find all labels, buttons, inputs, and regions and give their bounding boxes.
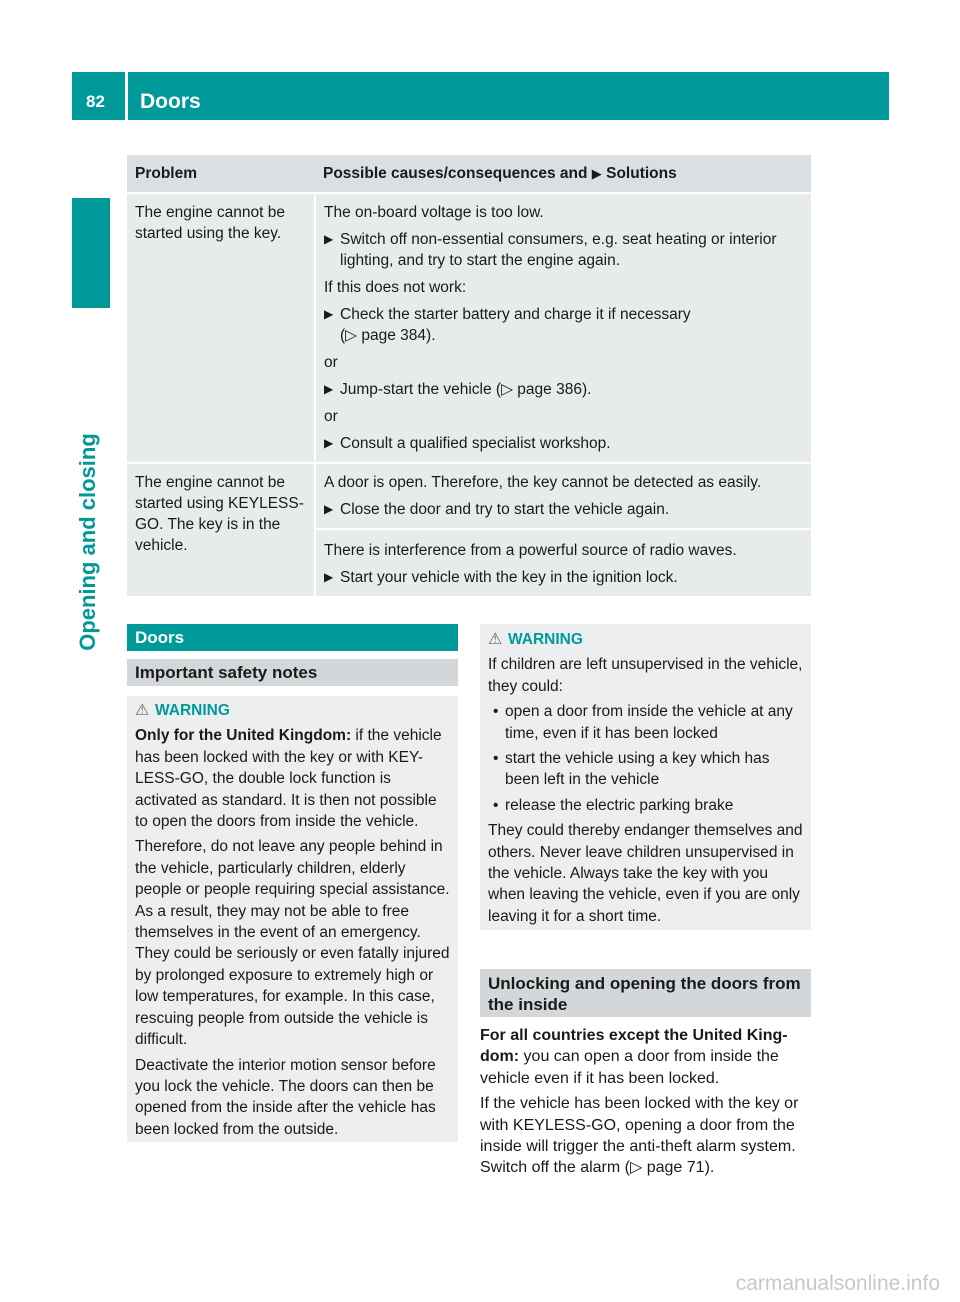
table-row bbox=[127, 193, 811, 463]
warning-title: ⚠ WARNING bbox=[488, 629, 803, 650]
step-text: Close the door and try to start the vehicle again. bbox=[340, 501, 670, 518]
col-causes-suffix: Solutions bbox=[606, 165, 677, 182]
header-title: Doors bbox=[140, 90, 201, 113]
table-header-row bbox=[127, 155, 811, 193]
solution-step bbox=[324, 499, 803, 520]
col-causes-header bbox=[315, 155, 811, 193]
safety-notes-heading: Important safety notes bbox=[127, 659, 458, 686]
header-divider bbox=[125, 72, 128, 120]
arrow-icon: ▶ bbox=[324, 570, 334, 584]
warning-triangle-icon: ⚠ bbox=[488, 631, 503, 648]
step-text: Check the starter battery and charge it if necessary bbox=[340, 306, 691, 323]
doors-section-bar bbox=[127, 624, 458, 651]
cause-text: A door is open. Therefore, the key cannot be detected as easily. bbox=[324, 474, 762, 491]
warning-bullet-list bbox=[488, 701, 803, 816]
body-paragraph: If the vehicle has been locked with the key or with KEYLESS-GO, opening a door from the inside will trigger the anti-theft alarm system. Switch off the alarm (▷ page 71). bbox=[480, 1095, 799, 1177]
warning-title: ⚠ WARNING bbox=[135, 700, 450, 721]
chapter-tab bbox=[72, 198, 110, 308]
solution-step bbox=[324, 433, 803, 454]
cause-text: There is interference from a powerful source of radio waves. bbox=[324, 542, 737, 559]
problem-cell: The engine cannot be started using KEYLESS-GO. The key is in the vehicle. bbox=[127, 463, 315, 596]
or-text: or bbox=[324, 408, 338, 425]
problem-cell: The engine cannot be started using the key. bbox=[127, 193, 315, 463]
warning-paragraph: Therefore, do not leave any people behind in the vehicle, particularly children, elderly people or people requiring special assistance. As a result, they may not be able to free themselves in the event of an emergency. They could be seriously or even fatally injured by prolonged exposure to extremely high or low temperatures, for example. In this case, rescuing people from outside the vehicle is difficult. bbox=[135, 838, 450, 1049]
causes-cell bbox=[315, 193, 811, 463]
arrow-icon: ▶ bbox=[591, 166, 602, 181]
step-text: Switch off non-essential consumers, e.g. seat heating or interior lighting, and try to start the engine again. bbox=[340, 231, 777, 269]
problem-table bbox=[127, 155, 811, 596]
warning-paragraph: Deactivate the interior motion sensor before you lock the vehicle. The doors can then be opened from the inside after the vehicle has been locked from the outside. bbox=[135, 1056, 436, 1138]
warning-paragraph: If children are left unsupervised in the vehicle, they could: bbox=[488, 656, 803, 695]
table-row bbox=[127, 463, 811, 529]
col-problem-header: Problem bbox=[127, 155, 315, 193]
warning-triangle-icon: ⚠ bbox=[135, 702, 150, 719]
page-number: 82 bbox=[86, 92, 105, 111]
chapter-label: Opening and closing bbox=[75, 433, 100, 651]
or-text: or bbox=[324, 354, 338, 371]
doors-section-title: Doors bbox=[135, 628, 185, 647]
warning-box bbox=[127, 696, 458, 1142]
list-item: • release the electric parking brake bbox=[488, 795, 803, 816]
cause-text: The on-board voltage is too low. bbox=[324, 204, 544, 221]
children-warning-box bbox=[480, 624, 811, 930]
arrow-icon: ▶ bbox=[324, 502, 334, 516]
step-text: Jump-start the vehicle (▷ page 386). bbox=[340, 381, 592, 398]
warning-paragraph: Only for the United Kingdom: if the vehicle has been locked with the key or with KEY-LESS-GO, the double lock function is activated as standard. It is then not possible to open the doors from inside the vehicle. bbox=[135, 727, 442, 831]
warning-paragraph: They could thereby endanger themselves and others. Never leave children unsupervised in the vehicle. Always take the key with you when leaving the vehicle, even if you are only leaving it for a short time. bbox=[488, 822, 803, 925]
step-text: Consult a qualified specialist workshop. bbox=[340, 435, 611, 452]
step-text: Start your vehicle with the key in the ignition lock. bbox=[340, 569, 678, 586]
unlocking-body bbox=[480, 1025, 813, 1183]
solution-step bbox=[324, 304, 803, 346]
list-item: • start the vehicle using a key which has been left in the vehicle bbox=[488, 748, 803, 791]
body-paragraph: For all countries except the United King-dom: you can open a door from inside the vehicle even if it has been locked. bbox=[480, 1027, 788, 1087]
arrow-icon: ▶ bbox=[324, 436, 334, 450]
causes-cell bbox=[315, 463, 811, 529]
col-causes-prefix: Possible causes/consequences and bbox=[323, 165, 588, 182]
arrow-icon: ▶ bbox=[324, 307, 334, 321]
solution-step bbox=[324, 567, 803, 588]
causes-cell bbox=[315, 529, 811, 596]
list-item: • open a door from inside the vehicle at any time, even if it has been locked bbox=[488, 701, 803, 744]
page-header bbox=[72, 72, 889, 120]
unlocking-heading: Unlocking and opening the doors from the inside bbox=[480, 969, 811, 1017]
page-ref: (▷ page 384). bbox=[340, 327, 436, 344]
arrow-icon: ▶ bbox=[324, 382, 334, 396]
solution-step bbox=[324, 229, 803, 271]
watermark: carmanualsonline.info bbox=[735, 1272, 940, 1295]
cause-text: If this does not work: bbox=[324, 279, 467, 296]
arrow-icon: ▶ bbox=[324, 232, 334, 246]
solution-step bbox=[324, 379, 803, 400]
